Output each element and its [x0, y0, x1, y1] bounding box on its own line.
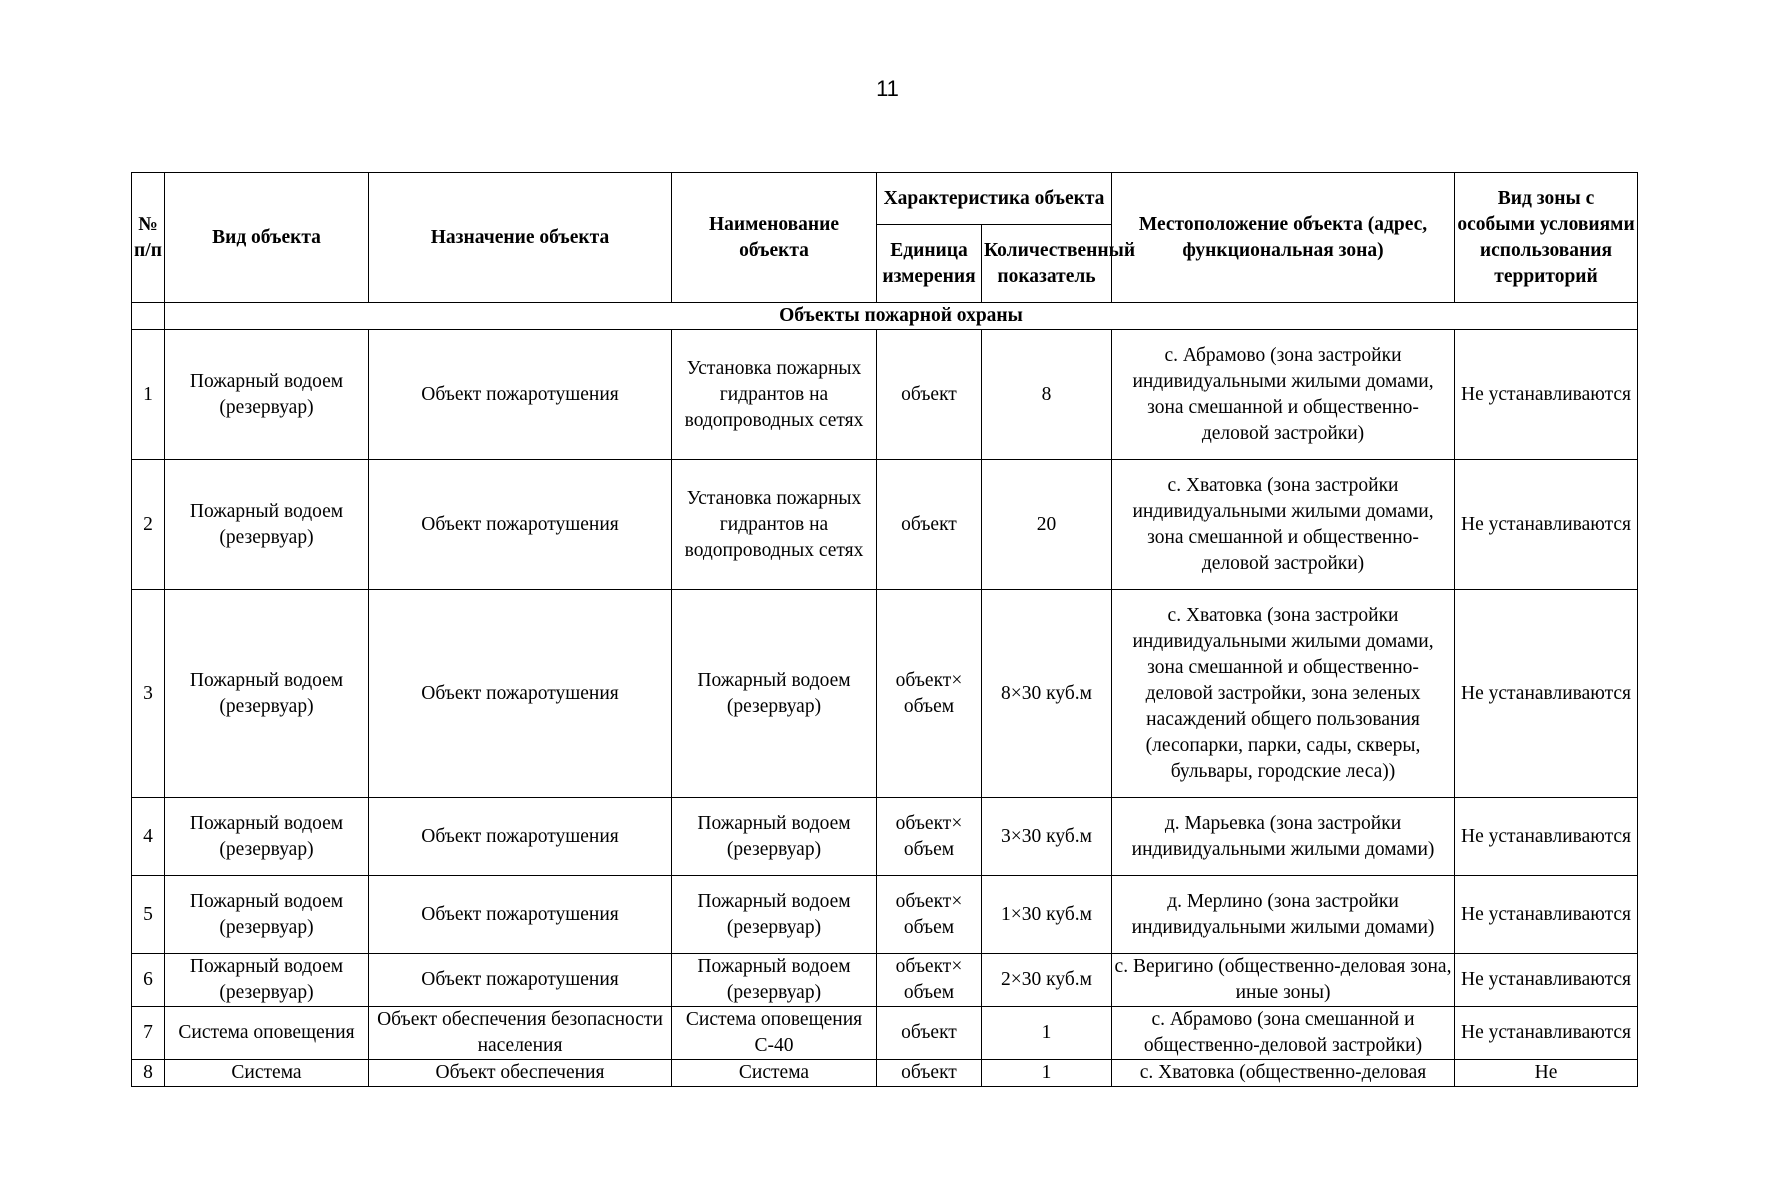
row-quantity: 8×30 куб.м	[982, 590, 1112, 798]
row-num: 7	[132, 1007, 165, 1060]
row-type: Система оповещения	[165, 1007, 369, 1060]
header-unit: Единица измерения	[877, 225, 982, 303]
row-zone: Не устанавливаются	[1455, 1007, 1638, 1060]
row-location: с. Хватовка (зона застройки индивидуальными жилыми домами, зона смешанной и общественно-деловой застройки, зона зеленых насаждений общего пользования (лесопарки, парки, сады, скверы, бульвары, городские леса))	[1112, 590, 1455, 798]
row-type: Пожарный водоем (резервуар)	[165, 330, 369, 460]
row-purpose: Объект обеспечения безопасности населения	[369, 1007, 672, 1060]
table-row	[132, 330, 1638, 460]
row-zone: Не	[1455, 1060, 1638, 1087]
row-num: 8	[132, 1060, 165, 1087]
page-number: 11	[876, 76, 899, 101]
row-quantity: 8	[982, 330, 1112, 460]
table-row	[132, 954, 1638, 1007]
table-row	[132, 460, 1638, 590]
table-row	[132, 1007, 1638, 1060]
row-zone: Не устанавливаются	[1455, 330, 1638, 460]
row-zone: Не устанавливаются	[1455, 590, 1638, 798]
row-quantity: 1×30 куб.м	[982, 876, 1112, 954]
row-name: Пожарный водоем (резервуар)	[672, 798, 877, 876]
row-num: 5	[132, 876, 165, 954]
row-name: Установка пожарных гидрантов на водопроводных сетях	[672, 460, 877, 590]
row-purpose: Объект пожаротушения	[369, 954, 672, 1007]
header-zone: Вид зоны с особыми условиями использования территорий	[1455, 173, 1638, 303]
row-quantity: 3×30 куб.м	[982, 798, 1112, 876]
row-name: Пожарный водоем (резервуар)	[672, 590, 877, 798]
row-zone: Не устанавливаются	[1455, 954, 1638, 1007]
header-num: № п/п	[132, 173, 165, 303]
header-type: Вид объекта	[165, 173, 369, 303]
row-unit: объект	[877, 1007, 982, 1060]
row-num: 3	[132, 590, 165, 798]
header-location: Местоположение объекта (адрес, функциональная зона)	[1112, 173, 1455, 303]
row-type: Пожарный водоем (резервуар)	[165, 590, 369, 798]
row-purpose: Объект пожаротушения	[369, 876, 672, 954]
header-name: Наименование объекта	[672, 173, 877, 303]
row-location: д. Марьевка (зона застройки индивидуальными жилыми домами)	[1112, 798, 1455, 876]
header-quantity: Количественный показатель	[982, 225, 1112, 303]
row-location: с. Хватовка (общественно-деловая	[1112, 1060, 1455, 1087]
section-num-cell	[132, 303, 165, 330]
row-zone: Не устанавливаются	[1455, 460, 1638, 590]
row-location: с. Хватовка (зона застройки индивидуальными жилыми домами, зона смешанной и общественно-деловой застройки)	[1112, 460, 1455, 590]
row-location: с. Веригино (общественно-деловая зона, иные зоны)	[1112, 954, 1455, 1007]
row-purpose: Объект пожаротушения	[369, 460, 672, 590]
row-num: 6	[132, 954, 165, 1007]
row-unit: объект	[877, 330, 982, 460]
row-name: Система	[672, 1060, 877, 1087]
row-unit: объект× объем	[877, 798, 982, 876]
row-type: Пожарный водоем (резервуар)	[165, 876, 369, 954]
row-purpose: Объект пожаротушения	[369, 798, 672, 876]
table-row	[132, 1060, 1638, 1087]
row-type: Пожарный водоем (резервуар)	[165, 460, 369, 590]
table-row	[132, 590, 1638, 798]
row-quantity: 1	[982, 1007, 1112, 1060]
table-row	[132, 798, 1638, 876]
row-num: 4	[132, 798, 165, 876]
row-location: с. Абрамово (зона смешанной и общественно-деловой застройки)	[1112, 1007, 1455, 1060]
row-type: Система	[165, 1060, 369, 1087]
header-characteristic: Характеристика объекта	[877, 173, 1112, 225]
row-quantity: 20	[982, 460, 1112, 590]
row-name: Установка пожарных гидрантов на водопроводных сетях	[672, 330, 877, 460]
row-name: Система оповещения С-40	[672, 1007, 877, 1060]
header-purpose: Назначение объекта	[369, 173, 672, 303]
row-zone: Не устанавливаются	[1455, 876, 1638, 954]
row-name: Пожарный водоем (резервуар)	[672, 954, 877, 1007]
row-type: Пожарный водоем (резервуар)	[165, 798, 369, 876]
section-title: Объекты пожарной охраны	[165, 303, 1638, 330]
row-num: 2	[132, 460, 165, 590]
row-name: Пожарный водоем (резервуар)	[672, 876, 877, 954]
row-quantity: 2×30 куб.м	[982, 954, 1112, 1007]
row-unit: объект× объем	[877, 590, 982, 798]
row-zone: Не устанавливаются	[1455, 798, 1638, 876]
row-num: 1	[132, 330, 165, 460]
table-row	[132, 876, 1638, 954]
row-unit: объект× объем	[877, 876, 982, 954]
row-type: Пожарный водоем (резервуар)	[165, 954, 369, 1007]
row-purpose: Объект обеспечения	[369, 1060, 672, 1087]
row-quantity: 1	[982, 1060, 1112, 1087]
row-unit: объект	[877, 1060, 982, 1087]
row-purpose: Объект пожаротушения	[369, 590, 672, 798]
objects-table	[131, 172, 1638, 1087]
row-location: д. Мерлино (зона застройки индивидуальными жилыми домами)	[1112, 876, 1455, 954]
row-unit: объект× объем	[877, 954, 982, 1007]
row-location: с. Абрамово (зона застройки индивидуальными жилыми домами, зона смешанной и общественно-деловой застройки)	[1112, 330, 1455, 460]
row-unit: объект	[877, 460, 982, 590]
row-purpose: Объект пожаротушения	[369, 330, 672, 460]
